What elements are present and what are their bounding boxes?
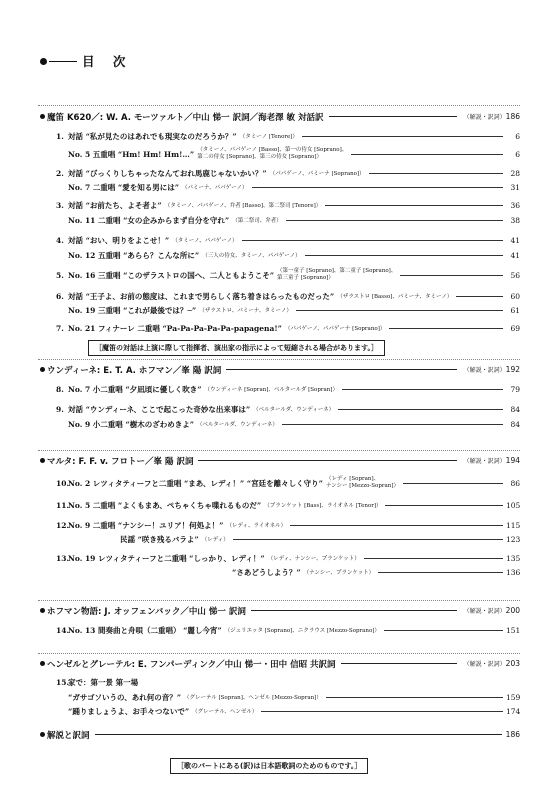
entry-roles: （パミーナ、パパゲーノ） bbox=[182, 185, 248, 191]
bullet-icon bbox=[40, 661, 45, 666]
entry-roles: （ザラストロ、パミーナ、タミーノ） bbox=[199, 308, 292, 314]
page-number: 28 bbox=[510, 168, 520, 178]
section-divider bbox=[38, 653, 520, 654]
entry-title: “ガサゴソいうの、あれ何の音？” bbox=[68, 692, 182, 702]
entry-roles bbox=[326, 476, 399, 490]
leader-line bbox=[251, 610, 457, 611]
leader-line bbox=[364, 558, 503, 559]
leader-line bbox=[325, 205, 503, 206]
leader-line bbox=[338, 409, 503, 410]
toc-entry[interactable] bbox=[232, 566, 520, 578]
page-number: 84 bbox=[510, 419, 520, 429]
section-divider bbox=[38, 600, 520, 601]
toc-entry[interactable] bbox=[56, 322, 520, 334]
entry-title: No. 9 二重唱 “ナンシー！ユリア！何処よ！” bbox=[68, 520, 224, 530]
page-number: 123 bbox=[506, 534, 521, 544]
entry-number: 11. bbox=[56, 500, 70, 510]
leader-line bbox=[296, 310, 503, 311]
entry-title: No. 19 三重唱 “これが最後では？─” bbox=[68, 305, 197, 315]
section-heading-hoffmann[interactable] bbox=[40, 603, 520, 618]
entry-roles: （第二祭司、弁者） bbox=[232, 218, 282, 224]
leader-line bbox=[198, 460, 456, 461]
bullet-icon bbox=[40, 114, 45, 119]
section-heading-commentary[interactable] bbox=[40, 727, 520, 742]
section-title: ウンディーネ: E. T. A. ホフマン／峯 陽 訳詞 bbox=[47, 365, 222, 376]
section-note: （解説・訳詞） bbox=[463, 661, 506, 668]
page-number: 186 bbox=[505, 112, 520, 121]
toc-entry[interactable] bbox=[120, 533, 520, 545]
entry-title: “踊りましょうよ、お手々つないで” bbox=[68, 706, 190, 716]
entry-roles-line: ナンシー [Mezzo-Sopran]） bbox=[325, 483, 399, 489]
entry-title: No. 9 小二重唱 “樹木のざわめきよ” bbox=[68, 419, 195, 429]
entry-title: No. 16 三重唱 “このザラストロの国へ、二人ともようこそ” bbox=[68, 270, 275, 280]
entry-title: No. 7 小二重唱 “夕凪頃に優しく吹き” bbox=[68, 384, 202, 394]
leader-line bbox=[242, 240, 503, 241]
section-divider bbox=[38, 359, 520, 360]
page-number: 31 bbox=[510, 182, 520, 192]
page-number: 61 bbox=[510, 305, 520, 315]
entry-title: No. 13 間奏曲と舟唄（二重唱） “麗し今宵” bbox=[68, 625, 222, 635]
page-number: 174 bbox=[506, 706, 521, 716]
page-number: 192 bbox=[505, 365, 520, 374]
entry-roles-line: （第一童子 [Soprano]、第二童子 [Soprano]、 bbox=[277, 268, 397, 274]
entry-title: 民謡 “咲き残るバラよ” bbox=[120, 534, 199, 544]
page-number: 38 bbox=[510, 215, 520, 225]
toc-entry[interactable] bbox=[56, 181, 520, 193]
toc-entry[interactable] bbox=[56, 691, 520, 703]
section-heading-undine[interactable] bbox=[40, 362, 520, 377]
header-rule bbox=[49, 61, 77, 62]
leader-line bbox=[403, 483, 503, 484]
entry-title: 対話 “びっくりしちゃったなんておれ馬鹿じゃないかい？” bbox=[68, 168, 267, 178]
toc-entry[interactable] bbox=[56, 290, 520, 302]
entry-roles: （レディ、ライオネル） bbox=[226, 523, 287, 529]
section-note: （解説・訳詞） bbox=[463, 114, 506, 121]
leader-line bbox=[400, 275, 503, 276]
entry-roles-line: 第二の侍女 [Soprano]、第三の侍女 [Soprano]） bbox=[197, 154, 322, 160]
toc-entry[interactable] bbox=[56, 234, 520, 246]
leader-line bbox=[329, 116, 457, 117]
page-number: 136 bbox=[506, 567, 521, 577]
leader-line bbox=[456, 296, 503, 297]
page-number: 200 bbox=[505, 606, 520, 615]
toc-entry[interactable] bbox=[56, 167, 520, 179]
bullet-icon bbox=[40, 458, 45, 463]
leader-line bbox=[384, 630, 503, 631]
leader-line bbox=[290, 525, 503, 526]
entry-title: “さあどうしよう？” bbox=[232, 567, 301, 577]
entry-roles-line: （レディ [Sopran]、 bbox=[325, 476, 380, 482]
entry-roles: （パパゲーノ、パミーナ [Soprano]） bbox=[269, 171, 365, 177]
page-number: 115 bbox=[506, 520, 521, 530]
entry-title: No. 11 二重唱 “女の企みからまず自分を守れ” bbox=[68, 215, 230, 225]
section-title: マルタ: F. F. v. フロトー／峯 陽 訳詞 bbox=[47, 456, 194, 467]
bullet-icon bbox=[40, 608, 45, 613]
entry-title: No. 5 二重唱 “よくもまあ、ぺちゃくちゃ喋れるものだ” bbox=[68, 500, 262, 510]
page-number: 79 bbox=[510, 384, 520, 394]
entry-number: 10. bbox=[56, 478, 70, 488]
leader-line bbox=[305, 255, 503, 256]
entry-roles: （タミーノ、パパゲーノ） bbox=[172, 238, 238, 244]
page-number: 135 bbox=[506, 553, 521, 563]
page-number: 69 bbox=[510, 323, 520, 333]
leader-line bbox=[378, 572, 503, 573]
page-number: 84 bbox=[510, 404, 520, 414]
toc-entry[interactable] bbox=[56, 130, 520, 142]
section-note: （解説・訳詞） bbox=[463, 458, 506, 465]
page-number: 56 bbox=[510, 270, 520, 280]
section-divider bbox=[38, 450, 520, 451]
toc-entry[interactable] bbox=[56, 624, 520, 636]
entry-number: 8. bbox=[56, 384, 64, 394]
page-number: 159 bbox=[506, 692, 521, 702]
entry-roles: （ザラストロ [Basso]、パミーナ、タミーノ） bbox=[337, 294, 453, 300]
entry-roles bbox=[197, 147, 347, 161]
section-divider bbox=[38, 105, 520, 106]
leader-line bbox=[282, 424, 503, 425]
section-title: 解説と訳詞 bbox=[47, 730, 90, 741]
page-number: 41 bbox=[510, 250, 520, 260]
entry-number: 15. bbox=[56, 677, 70, 687]
leader-line bbox=[351, 154, 503, 155]
toc-entry[interactable] bbox=[56, 249, 520, 261]
toc-entry[interactable] bbox=[56, 552, 520, 564]
entry-title: 対話 “お前たち、よそ者よ” bbox=[68, 200, 162, 210]
entry-roles: （プランケット [Bass]、ライオネル [Tenor]） bbox=[264, 503, 382, 509]
page-number: 60 bbox=[510, 291, 520, 301]
entry-number: 14. bbox=[56, 625, 70, 635]
entry-roles: （ベルタールダ、ウンディーネ） bbox=[253, 407, 335, 413]
section-title: ヘンゼルとグレーテル: E. フンパーディンク／中山 悌一・田中 信昭 共訳詞 bbox=[47, 659, 336, 670]
page-number: 6 bbox=[515, 149, 520, 159]
entry-number: 1. bbox=[56, 131, 64, 141]
entry-roles: （グレーテル、ヘンゼル） bbox=[192, 709, 258, 715]
leader-line bbox=[286, 220, 503, 221]
entry-number: 7. bbox=[56, 323, 64, 333]
bottom-note: ［歌のパートにある(訳)は日本語歌詞のためのものです。］ bbox=[170, 758, 368, 774]
entry-title: No. 21 フィナーレ 二重唱 “Pa-Pa-Pa-Pa-Pa-papagena!” bbox=[68, 323, 282, 333]
entry-title: 対話 “私が見たのはあれでも現実なのだろうか？” bbox=[68, 131, 237, 141]
toc-entry[interactable] bbox=[56, 145, 520, 163]
entry-roles: （ウンディーネ [Sopran]、ベルタールダ [Sopran]） bbox=[204, 387, 338, 393]
bullet-icon bbox=[40, 367, 45, 372]
section-title: 魔笛 K620／: W. A. モーツァルト／中山 悌一 訳詞／海老澤 敏 対話訳 bbox=[47, 112, 324, 123]
entry-roles: （ベルタールダ、ウンディーネ） bbox=[197, 422, 278, 428]
toc-entry[interactable] bbox=[56, 214, 520, 226]
leader-line bbox=[233, 539, 503, 540]
entry-title: 対話 “王子よ、お前の態度は、これまで男らしく落ち着きはらったものだった” bbox=[68, 291, 335, 301]
leader-line bbox=[342, 389, 503, 390]
leader-line bbox=[252, 187, 503, 188]
section-heading-magic-flute[interactable] bbox=[40, 109, 520, 124]
leader-line bbox=[226, 369, 456, 370]
entry-number: 3. bbox=[56, 200, 64, 210]
entry-title: No. 12 五重唱 “あらら？こんな所に” bbox=[68, 250, 200, 260]
section-heading-martha[interactable] bbox=[40, 453, 520, 468]
toc-entry[interactable] bbox=[56, 519, 520, 531]
page-number: 194 bbox=[505, 456, 520, 465]
leader-line bbox=[369, 173, 503, 174]
entry-roles bbox=[277, 268, 396, 282]
page-title: 目 次 bbox=[82, 54, 133, 69]
toc-entry[interactable] bbox=[56, 499, 520, 511]
page-number: 86 bbox=[510, 478, 520, 488]
entry-title: 対話 “おい、明りをよこせ！” bbox=[68, 235, 170, 245]
toc-entry[interactable] bbox=[56, 474, 520, 492]
entry-title: No. 2 レツィタティーフと二重唱 “まあ、レディ！” “宮廷を離々しく守り” bbox=[68, 478, 323, 488]
entry-roles: （レディ、ナンシー、プランケット） bbox=[267, 556, 360, 562]
toc-entry[interactable] bbox=[56, 403, 520, 415]
entry-roles: （ナンシー、プランケット） bbox=[303, 570, 375, 576]
toc-header bbox=[40, 52, 132, 70]
magic-flute-footnote: ［魔笛の対話は上演に際して指揮者、演出家の指示によって短縮される場合があります。］ bbox=[88, 340, 385, 356]
entry-roles: （ジュリエッタ [Soprano]、ニクラウス [Mezzo-Soprano]） bbox=[224, 628, 380, 634]
section-note: （解説・訳詞） bbox=[463, 367, 506, 374]
leader-line bbox=[385, 505, 503, 506]
leader-line bbox=[302, 136, 503, 137]
entry-title: No. 5 五重唱 “Hm! Hm! Hm!…” bbox=[68, 149, 195, 159]
toc-entry[interactable] bbox=[56, 676, 520, 688]
entry-roles: （レディ） bbox=[201, 537, 229, 543]
section-note: （解説・訳詞） bbox=[463, 608, 506, 615]
entry-title: No. 19 レツィタティーフと二重唱 “しっかり、レディ！” bbox=[68, 553, 265, 563]
entry-roles: （タミーノ [Tenore]） bbox=[239, 134, 298, 140]
entry-roles-line: 第三童子 [Soprano]） bbox=[277, 275, 334, 281]
toc-entry[interactable] bbox=[56, 383, 520, 395]
entry-number: 4. bbox=[56, 235, 64, 245]
toc-entry[interactable] bbox=[56, 705, 520, 717]
page-number: 105 bbox=[506, 500, 521, 510]
section-heading-hansel[interactable] bbox=[40, 656, 520, 671]
entry-roles: （タミーノ、パパゲーノ、弁者 [Basso]、第二祭司 [Tenore]） bbox=[164, 203, 322, 209]
entry-number: 12. bbox=[56, 520, 70, 530]
toc-entry[interactable] bbox=[56, 266, 520, 284]
page-number: 41 bbox=[510, 235, 520, 245]
toc-entry[interactable] bbox=[56, 304, 520, 316]
page-number: 6 bbox=[515, 131, 520, 141]
leader-line bbox=[326, 697, 503, 698]
entry-roles: （グレーテル [Sopran]、ヘンゼル [Mezzo-Sopran]） bbox=[184, 695, 322, 701]
entry-number: 9. bbox=[56, 404, 64, 414]
entry-number: 13. bbox=[56, 553, 70, 563]
section-title: ホフマン物語: J. オッフェンバック／中山 悌一 訳詞 bbox=[47, 606, 246, 617]
leader-line bbox=[95, 734, 502, 735]
entry-number: 6. bbox=[56, 291, 64, 301]
page-number: 36 bbox=[510, 200, 520, 210]
leader-line bbox=[389, 328, 503, 329]
entry-roles: （パパゲーノ、パパゲーナ [Soprano]） bbox=[284, 326, 386, 332]
leader-line bbox=[261, 711, 503, 712]
leader-line bbox=[341, 663, 457, 664]
bullet-icon bbox=[40, 732, 45, 737]
page-number: 186 bbox=[505, 730, 520, 739]
entry-number: 5. bbox=[56, 270, 64, 280]
page-number: 203 bbox=[505, 659, 520, 668]
page-number: 151 bbox=[506, 625, 521, 635]
entry-number: 2. bbox=[56, 168, 64, 178]
toc-entry[interactable] bbox=[56, 199, 520, 211]
toc-entry[interactable] bbox=[56, 418, 520, 430]
entry-roles-line: （タミーノ、パパゲーノ [Basso]、第一の侍女 [Soprano]、 bbox=[197, 147, 348, 153]
bullet-icon bbox=[40, 58, 47, 65]
entry-title: 対話 “ウンディーネ、ここで起こった奇妙な出来事は” bbox=[68, 404, 251, 414]
entry-roles: （三人の侍女、タミーノ、パパゲーノ） bbox=[202, 253, 301, 259]
entry-title: 家で：第一景 第一場 bbox=[68, 677, 139, 687]
entry-title: No. 7 二重唱 “愛を知る男には” bbox=[68, 182, 180, 192]
